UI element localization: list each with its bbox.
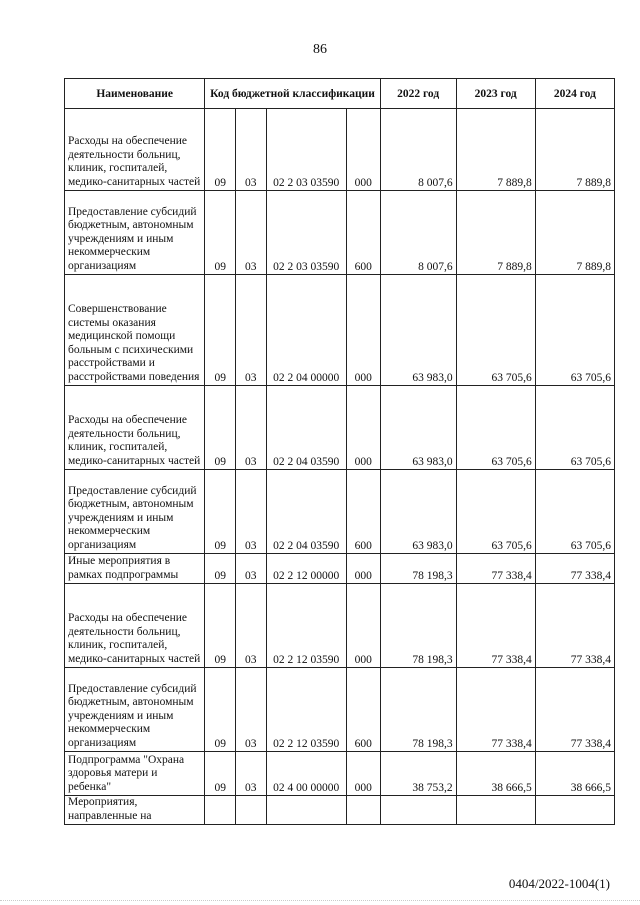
- amount-2023: 63 705,6: [456, 275, 535, 386]
- amount-2022: 8 007,6: [380, 109, 456, 191]
- code-target-article: 02 2 12 03590: [266, 668, 346, 752]
- row-name: Предоставление субсидий бюджетным, автономным учреждениям и иным некоммерческим организациям: [65, 668, 205, 752]
- amount-2022: 63 983,0: [380, 470, 456, 554]
- amount-2023: [456, 796, 535, 825]
- code-expense-type: 600: [346, 668, 380, 752]
- table-header-row: [65, 79, 615, 109]
- table-row: [65, 584, 615, 668]
- code-expense-type: 600: [346, 191, 380, 275]
- amount-2023: 77 338,4: [456, 584, 535, 668]
- code-subsection: 03: [236, 470, 267, 554]
- code-expense-type: 000: [346, 109, 380, 191]
- document-code: 0404/2022-1004(1): [508, 876, 610, 891]
- table-row: [65, 191, 615, 275]
- code-section: 09: [205, 668, 236, 752]
- code-subsection: [236, 796, 267, 825]
- code-target-article: 02 2 04 00000: [266, 275, 346, 386]
- amount-2024: 7 889,8: [535, 191, 614, 275]
- amount-2023: 63 705,6: [456, 386, 535, 470]
- row-name: Расходы на обеспечение деятельности больниц, клиник, госпиталей, медико-санитарных частей: [65, 386, 205, 470]
- amount-2022: 78 198,3: [380, 554, 456, 584]
- code-section: 09: [205, 470, 236, 554]
- code-target-article: 02 2 04 03590: [266, 386, 346, 470]
- amount-2024: 63 705,6: [535, 275, 614, 386]
- amount-2023: 38 666,5: [456, 752, 535, 796]
- code-expense-type: 000: [346, 275, 380, 386]
- code-expense-type: 600: [346, 470, 380, 554]
- code-expense-type: 000: [346, 386, 380, 470]
- amount-2022: 63 983,0: [380, 386, 456, 470]
- code-section: 09: [205, 109, 236, 191]
- code-target-article: 02 4 00 00000: [266, 752, 346, 796]
- amount-2023: 63 705,6: [456, 470, 535, 554]
- amount-2022: 63 983,0: [380, 275, 456, 386]
- amount-2024: 77 338,4: [535, 554, 614, 584]
- code-subsection: 03: [236, 584, 267, 668]
- table-row: [65, 554, 615, 584]
- table-row: [65, 796, 615, 825]
- page-number: 86: [313, 42, 327, 57]
- amount-2024: 77 338,4: [535, 668, 614, 752]
- amount-2022: 8 007,6: [380, 191, 456, 275]
- table-row: [65, 668, 615, 752]
- code-subsection: 03: [236, 386, 267, 470]
- header-2023: 2023 год: [456, 79, 535, 109]
- amount-2022: 38 753,2: [380, 752, 456, 796]
- code-expense-type: 000: [346, 752, 380, 796]
- amount-2024: 63 705,6: [535, 386, 614, 470]
- row-name: Совершенствование системы оказания медицинской помощи больным с психическими расстройствами и расстройствами поведения: [65, 275, 205, 386]
- amount-2024: 63 705,6: [535, 470, 614, 554]
- code-target-article: 02 2 04 03590: [266, 470, 346, 554]
- code-section: 09: [205, 191, 236, 275]
- amount-2023: 77 338,4: [456, 554, 535, 584]
- code-subsection: 03: [236, 109, 267, 191]
- row-name: Подпрограмма "Охрана здоровья матери и ребенка": [65, 752, 205, 796]
- code-subsection: 03: [236, 275, 267, 386]
- code-section: 09: [205, 584, 236, 668]
- table-row: [65, 470, 615, 554]
- code-target-article: [266, 796, 346, 825]
- code-section: 09: [205, 554, 236, 584]
- amount-2024: [535, 796, 614, 825]
- row-name: Мероприятия, направленные на: [65, 796, 205, 825]
- header-code: Код бюджетной классификации: [205, 79, 380, 109]
- code-subsection: 03: [236, 554, 267, 584]
- table-row: [65, 109, 615, 191]
- code-subsection: 03: [236, 752, 267, 796]
- table-row: [65, 275, 615, 386]
- row-name: Предоставление субсидий бюджетным, автономным учреждениям и иным некоммерческим организациям: [65, 470, 205, 554]
- header-name: Наименование: [65, 79, 205, 109]
- budget-table: [64, 78, 615, 825]
- amount-2022: 78 198,3: [380, 668, 456, 752]
- row-name: Предоставление субсидий бюджетным, автономным учреждениям и иным некоммерческим организациям: [65, 191, 205, 275]
- amount-2024: 38 666,5: [535, 752, 614, 796]
- code-target-article: 02 2 12 00000: [266, 554, 346, 584]
- amount-2022: [380, 796, 456, 825]
- amount-2023: 77 338,4: [456, 668, 535, 752]
- amount-2022: 78 198,3: [380, 584, 456, 668]
- code-target-article: 02 2 03 03590: [266, 191, 346, 275]
- code-expense-type: 000: [346, 584, 380, 668]
- code-subsection: 03: [236, 668, 267, 752]
- code-section: 09: [205, 752, 236, 796]
- amount-2024: 77 338,4: [535, 584, 614, 668]
- code-target-article: 02 2 12 03590: [266, 584, 346, 668]
- header-2022: 2022 год: [380, 79, 456, 109]
- code-subsection: 03: [236, 191, 267, 275]
- row-name: Расходы на обеспечение деятельности больниц, клиник, госпиталей, медико-санитарных частей: [65, 584, 205, 668]
- code-section: 09: [205, 386, 236, 470]
- row-name: Иные мероприятия в рамках подпрограммы: [65, 554, 205, 584]
- scan-edge: [0, 900, 640, 904]
- code-section: 09: [205, 275, 236, 386]
- code-target-article: 02 2 03 03590: [266, 109, 346, 191]
- amount-2023: 7 889,8: [456, 191, 535, 275]
- code-expense-type: [346, 796, 380, 825]
- code-section: [205, 796, 236, 825]
- header-2024: 2024 год: [535, 79, 614, 109]
- amount-2023: 7 889,8: [456, 109, 535, 191]
- code-expense-type: 000: [346, 554, 380, 584]
- amount-2024: 7 889,8: [535, 109, 614, 191]
- table-row: [65, 386, 615, 470]
- row-name: Расходы на обеспечение деятельности больниц, клиник, госпиталей, медико-санитарных частей: [65, 109, 205, 191]
- table-row: [65, 752, 615, 796]
